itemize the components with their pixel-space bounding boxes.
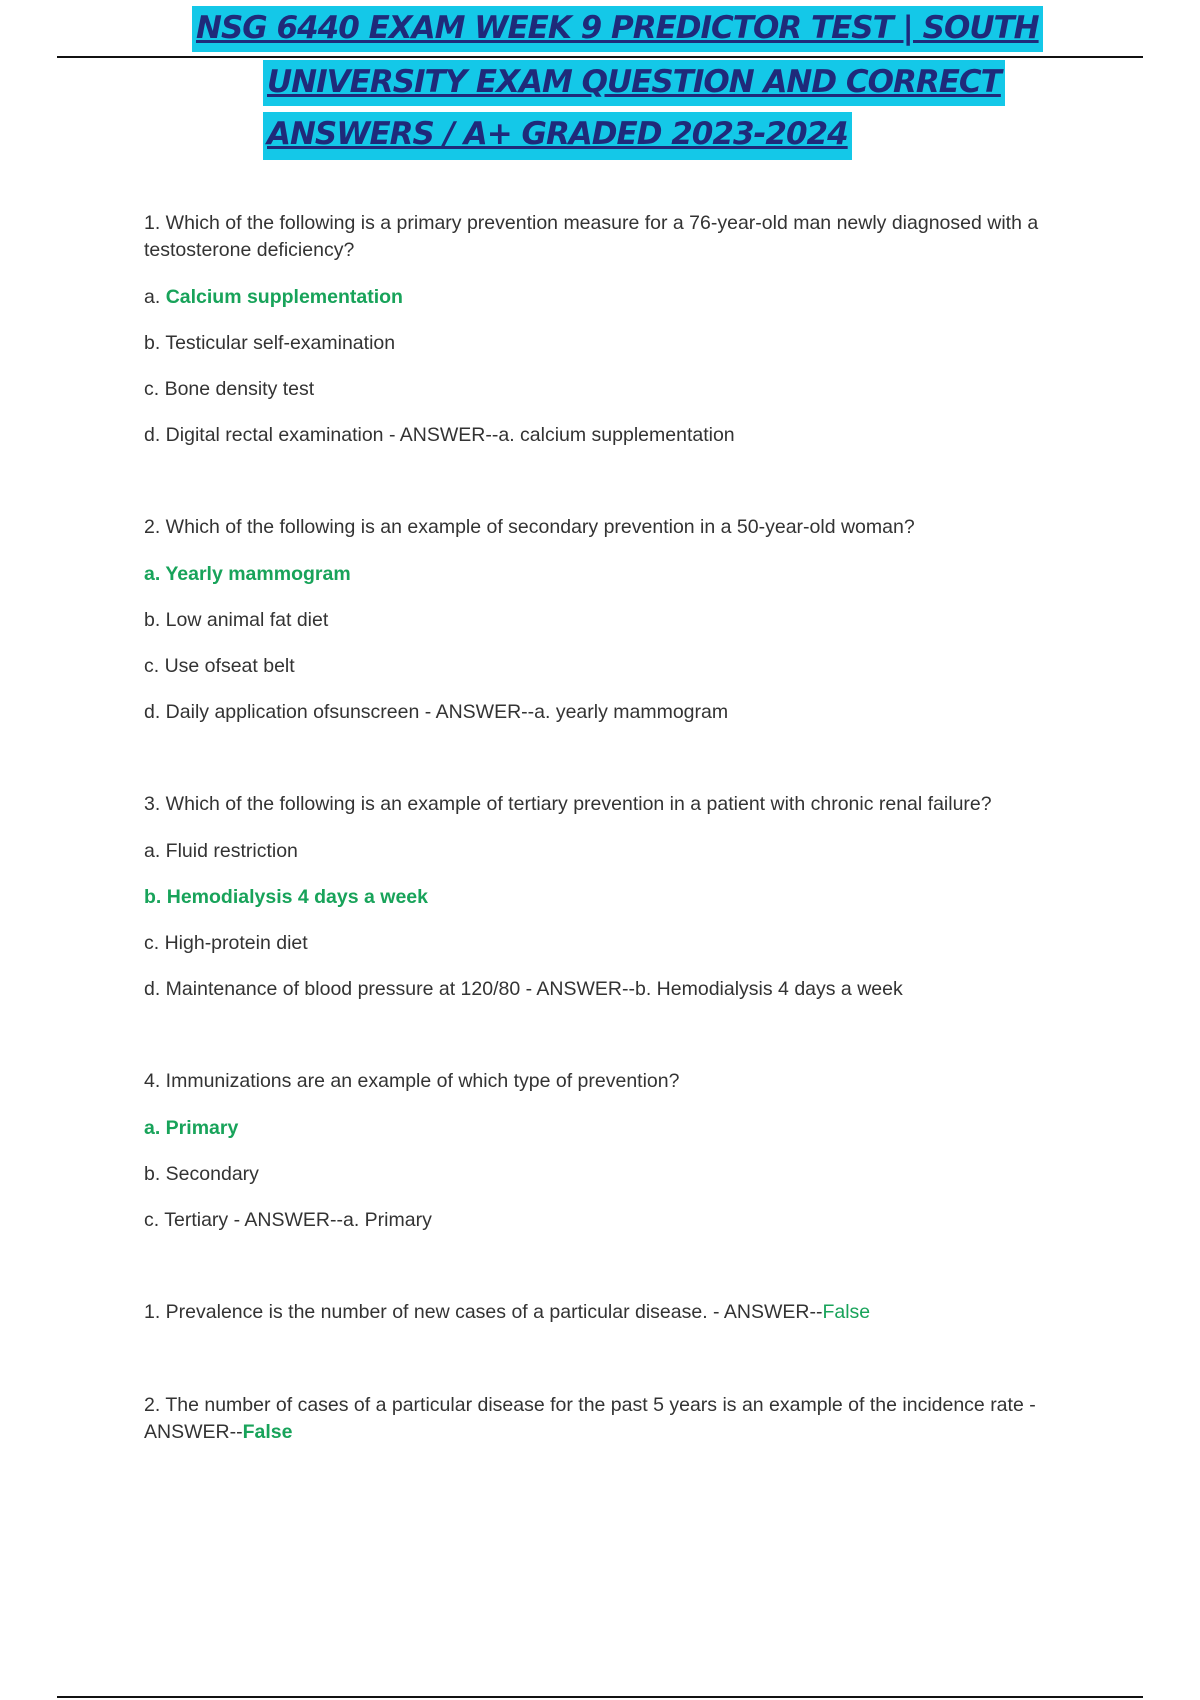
option: b. Testicular self-examination xyxy=(144,332,396,354)
option-correct: a. Yearly mammogram xyxy=(144,563,351,585)
option-with-answer: d. Daily application ofsunscreen - ANSWER--a. yearly mammogram xyxy=(144,701,729,723)
option-with-answer: c. Tertiary - ANSWER--a. Primary xyxy=(144,1209,432,1231)
option-correct xyxy=(144,284,1094,311)
option: c. Use ofseat belt xyxy=(144,655,295,677)
answer-value: False xyxy=(242,1421,293,1443)
option-correct: b. Hemodialysis 4 days a week xyxy=(144,886,428,908)
bottom-divider xyxy=(57,1696,1143,1698)
option: a. Fluid restriction xyxy=(144,840,298,862)
answer-value: False xyxy=(822,1301,871,1323)
top-divider xyxy=(57,56,1143,58)
title-line-1: NSG 6440 EXAM WEEK 9 PREDICTOR TEST | SOUTH xyxy=(192,6,1043,52)
option-with-answer: d. Digital rectal examination - ANSWER--a. calcium supplementation xyxy=(144,424,735,446)
correct-answer-text: Calcium supplementation xyxy=(165,286,403,308)
title-line-2: UNIVERSITY EXAM QUESTION AND CORRECT xyxy=(263,60,1005,106)
option-correct: a. Primary xyxy=(144,1117,239,1139)
option: c. Bone density test xyxy=(144,378,315,400)
question-4 xyxy=(144,1068,1094,1234)
option-letter: a. xyxy=(144,286,166,308)
question-text: 3. Which of the following is an example of tertiary prevention in a patient with chronic renal failure? xyxy=(144,793,992,815)
option: c. High-protein diet xyxy=(144,932,308,954)
option: b. Low animal fat diet xyxy=(144,609,329,631)
title-line-3: ANSWERS / A+ GRADED 2023-2024 xyxy=(263,112,852,160)
statement-text: 1. Prevalence is the number of new cases of a particular disease. - ANSWER-- xyxy=(144,1301,823,1323)
document-body xyxy=(144,210,1094,1466)
option-with-answer: d. Maintenance of blood pressure at 120/80 - ANSWER--b. Hemodialysis 4 days a week xyxy=(144,978,903,1000)
question-text: 1. Which of the following is a primary prevention measure for a 76-year-old man newly diagnosed with a testosterone deficiency? xyxy=(144,212,1039,261)
option: b. Secondary xyxy=(144,1163,259,1185)
question-3 xyxy=(144,791,1094,1003)
statement-text: 2. The number of cases of a particular disease for the past 5 years is an example of the incidence rate - ANSWER-- xyxy=(144,1394,1036,1443)
true-false-item-2 xyxy=(144,1392,1094,1446)
true-false-item-1 xyxy=(144,1299,1094,1326)
question-1 xyxy=(144,210,1094,449)
question-text: 2. Which of the following is an example of secondary prevention in a 50-year-old woman? xyxy=(144,516,915,538)
question-2 xyxy=(144,514,1094,726)
question-text: 4. Immunizations are an example of which type of prevention? xyxy=(144,1070,680,1092)
